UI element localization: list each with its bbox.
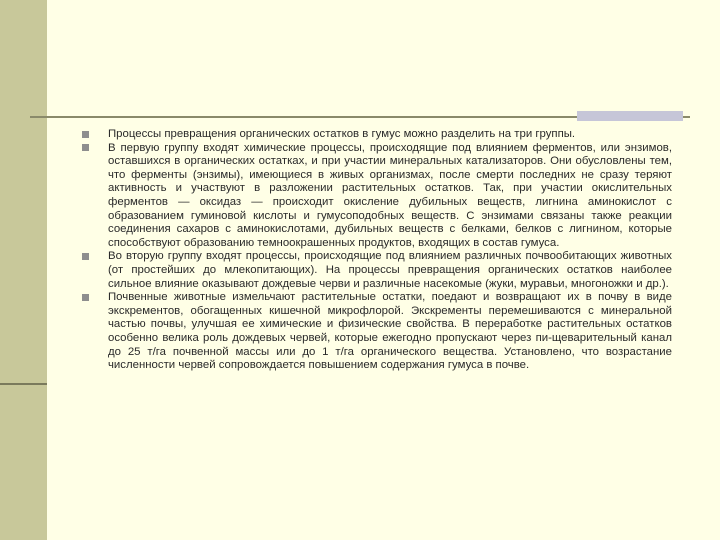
bullet-text: В первую группу входят химические процессы, происходящие под влиянием ферментов, или энзимов, оставшихся в органических остатках, и при участии минеральных катализаторов. Они обусловлены тем, что ферменты (энзимы), имеющиеся в живых организмах, после смерти последних не сразу теряют активность и участвуют в разложении растительных остатков. Так, при участии окислительных ферментов — оксидаз — происходит окисление дубильных веществ, лигнина аминокислот с образованием гуминовой кислоты и гумусоподобных веществ. С энзимами связаны также реакции соединения сахаров с аминокислотами, дубильных веществ с белками, белков с лигнином, которые способствуют образованию темноокрашенных продуктов, входящих в состав гумуса. (108, 141, 672, 249)
bullet-list (82, 128, 672, 373)
bullet-item (82, 291, 672, 373)
square-bullet-icon (82, 144, 89, 151)
square-bullet-icon (82, 131, 89, 138)
bullet-text: Процессы превращения органических остатков в гумус можно разделить на три группы. (108, 128, 576, 140)
left-sidebar-band (0, 0, 47, 540)
bullet-item (82, 250, 672, 291)
square-bullet-icon (82, 294, 89, 301)
sidebar-divider (0, 383, 47, 385)
bullet-item (82, 128, 672, 142)
square-bullet-icon (82, 253, 89, 260)
bullet-text: Во вторую группу входят процессы, происходящие под влиянием различных почвообитающих животных (от простейших до млекопитающих). На процессы превращения органических остатков наиболее сильное влияние оказывают дождевые черви и различные насекомые (жуки, муравьи, многоножки и др.). (108, 250, 672, 290)
bullet-item (82, 142, 672, 251)
accent-bar (577, 111, 683, 121)
bullet-text: Почвенные животные измельчают растительные остатки, поедают и возвращают их в почву в виде экскрементов, обогащенных кишечной микрофлорой. Экскременты перемешиваются с минеральной частью почвы, улучшая ее химические и физические свойства. В переработке растительных остатков особенно велика роль дождевых червей, которые ежегодно пропускают через пи-щеварительный канал до 25 т/га почвенной массы или до 1 т/га органического вещества. Установлено, что возрастание численности червей сопровождается повышением содержания гумуса в почве. (108, 291, 672, 372)
slide-body (82, 128, 672, 373)
